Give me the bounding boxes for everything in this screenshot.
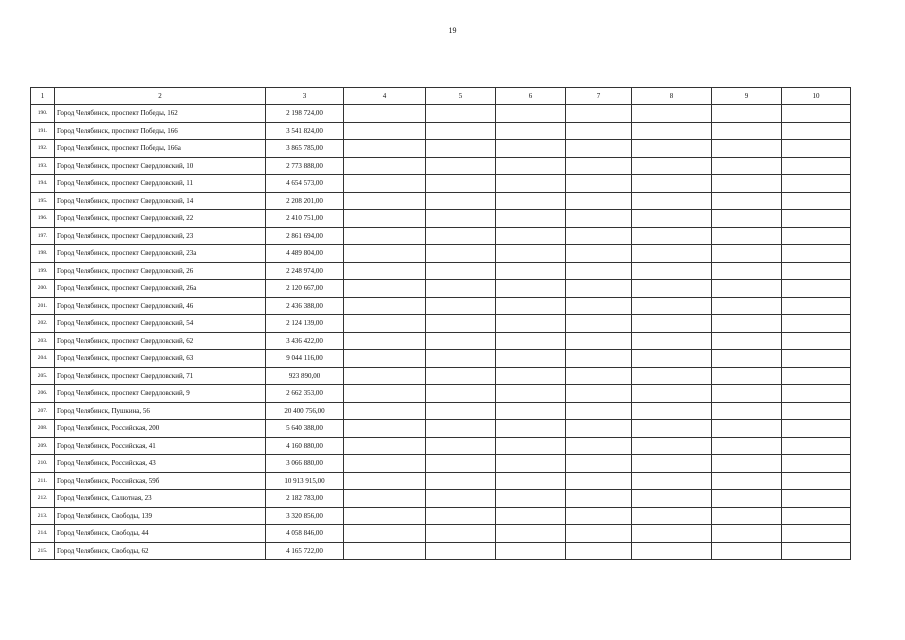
empty-cell [782, 402, 851, 420]
empty-cell [426, 315, 496, 333]
empty-cell [632, 472, 712, 490]
empty-cell [782, 157, 851, 175]
column-header: 1 [31, 88, 55, 105]
empty-cell [632, 227, 712, 245]
empty-cell [566, 542, 632, 560]
table-row [31, 507, 851, 525]
empty-cell [344, 490, 426, 508]
empty-cell [496, 175, 566, 193]
empty-cell [496, 420, 566, 438]
empty-cell [632, 455, 712, 473]
column-header: 7 [566, 88, 632, 105]
column-header: 4 [344, 88, 426, 105]
empty-cell [632, 262, 712, 280]
empty-cell [344, 350, 426, 368]
empty-cell [566, 245, 632, 263]
amount-cell: 2 182 783,00 [266, 490, 344, 508]
empty-cell [496, 367, 566, 385]
empty-cell [632, 402, 712, 420]
empty-cell [496, 332, 566, 350]
empty-cell [496, 542, 566, 560]
address-cell: Город Челябинск, проспект Свердловский, 10 [55, 157, 266, 175]
empty-cell [566, 227, 632, 245]
empty-cell [344, 105, 426, 123]
amount-cell: 2 662 353,00 [266, 385, 344, 403]
empty-cell [496, 140, 566, 158]
empty-cell [426, 280, 496, 298]
table-row [31, 140, 851, 158]
address-cell: Город Челябинск, проспект Свердловский, 9 [55, 385, 266, 403]
empty-cell [344, 385, 426, 403]
row-number-cell: 198. [31, 245, 55, 263]
empty-cell [782, 525, 851, 543]
table-row [31, 227, 851, 245]
address-cell: Город Челябинск, проспект Свердловский, 23а [55, 245, 266, 263]
empty-cell [712, 297, 782, 315]
empty-cell [782, 140, 851, 158]
empty-cell [632, 315, 712, 333]
table-row [31, 350, 851, 368]
address-cell: Город Челябинск, Пушкина, 56 [55, 402, 266, 420]
empty-cell [632, 140, 712, 158]
row-number-cell: 197. [31, 227, 55, 245]
empty-cell [566, 192, 632, 210]
empty-cell [426, 227, 496, 245]
empty-cell [496, 472, 566, 490]
empty-cell [426, 437, 496, 455]
row-number-cell: 205. [31, 367, 55, 385]
table-row [31, 315, 851, 333]
empty-cell [782, 367, 851, 385]
column-header: 6 [496, 88, 566, 105]
empty-cell [632, 367, 712, 385]
empty-cell [632, 175, 712, 193]
empty-cell [496, 262, 566, 280]
table-row [31, 490, 851, 508]
empty-cell [496, 297, 566, 315]
empty-cell [712, 140, 782, 158]
empty-cell [344, 507, 426, 525]
row-number-cell: 190. [31, 105, 55, 123]
empty-cell [712, 192, 782, 210]
empty-cell [344, 175, 426, 193]
empty-cell [566, 175, 632, 193]
empty-cell [566, 315, 632, 333]
row-number-cell: 191. [31, 122, 55, 140]
empty-cell [782, 420, 851, 438]
amount-cell: 4 165 722,00 [266, 542, 344, 560]
empty-cell [426, 455, 496, 473]
row-number-cell: 212. [31, 490, 55, 508]
table-row [31, 122, 851, 140]
empty-cell [712, 105, 782, 123]
empty-cell [426, 490, 496, 508]
empty-cell [782, 507, 851, 525]
empty-cell [712, 227, 782, 245]
column-header: 9 [712, 88, 782, 105]
empty-cell [496, 105, 566, 123]
row-number-cell: 193. [31, 157, 55, 175]
empty-cell [782, 227, 851, 245]
empty-cell [566, 157, 632, 175]
page-number: 19 [448, 26, 457, 35]
empty-cell [632, 542, 712, 560]
column-header: 3 [266, 88, 344, 105]
table-row [31, 210, 851, 228]
amount-cell: 2 436 388,00 [266, 297, 344, 315]
empty-cell [712, 472, 782, 490]
empty-cell [344, 315, 426, 333]
empty-cell [712, 525, 782, 543]
empty-cell [712, 507, 782, 525]
empty-cell [344, 157, 426, 175]
empty-cell [712, 280, 782, 298]
table-row [31, 192, 851, 210]
empty-cell [782, 542, 851, 560]
address-cell: Город Челябинск, Салютная, 23 [55, 490, 266, 508]
address-cell: Город Челябинск, Свободы, 44 [55, 525, 266, 543]
empty-cell [782, 105, 851, 123]
amount-cell: 3 436 422,00 [266, 332, 344, 350]
empty-cell [426, 332, 496, 350]
empty-cell [496, 437, 566, 455]
address-cell: Город Челябинск, Российская, 200 [55, 420, 266, 438]
empty-cell [782, 280, 851, 298]
empty-cell [712, 402, 782, 420]
table-row [31, 262, 851, 280]
empty-cell [426, 105, 496, 123]
empty-cell [566, 262, 632, 280]
amount-cell: 2 124 139,00 [266, 315, 344, 333]
empty-cell [496, 385, 566, 403]
empty-cell [632, 245, 712, 263]
empty-cell [566, 367, 632, 385]
empty-cell [712, 367, 782, 385]
empty-cell [426, 192, 496, 210]
column-header: 10 [782, 88, 851, 105]
row-number-cell: 206. [31, 385, 55, 403]
table-row [31, 472, 851, 490]
row-number-cell: 192. [31, 140, 55, 158]
address-cell: Город Челябинск, проспект Свердловский, 22 [55, 210, 266, 228]
empty-cell [632, 210, 712, 228]
empty-cell [712, 350, 782, 368]
empty-cell [712, 420, 782, 438]
empty-cell [782, 455, 851, 473]
address-cell: Город Челябинск, Свободы, 139 [55, 507, 266, 525]
address-cell: Город Челябинск, проспект Свердловский, 26 [55, 262, 266, 280]
empty-cell [344, 542, 426, 560]
empty-cell [426, 157, 496, 175]
empty-cell [632, 507, 712, 525]
empty-cell [344, 437, 426, 455]
empty-cell [632, 490, 712, 508]
amount-cell: 4 489 804,00 [266, 245, 344, 263]
empty-cell [712, 455, 782, 473]
row-number-cell: 195. [31, 192, 55, 210]
table-row [31, 437, 851, 455]
table-row [31, 455, 851, 473]
amount-cell: 3 865 785,00 [266, 140, 344, 158]
empty-cell [344, 525, 426, 543]
address-cell: Город Челябинск, проспект Победы, 166а [55, 140, 266, 158]
empty-cell [426, 367, 496, 385]
table-row [31, 542, 851, 560]
empty-cell [566, 105, 632, 123]
table-row [31, 332, 851, 350]
amount-cell: 2 120 667,00 [266, 280, 344, 298]
empty-cell [566, 402, 632, 420]
empty-cell [782, 245, 851, 263]
empty-cell [632, 437, 712, 455]
address-cell: Город Челябинск, проспект Свердловский, 23 [55, 227, 266, 245]
empty-cell [566, 437, 632, 455]
data-table [30, 87, 851, 560]
empty-cell [712, 157, 782, 175]
row-number-cell: 202. [31, 315, 55, 333]
empty-cell [632, 157, 712, 175]
row-number-cell: 194. [31, 175, 55, 193]
address-cell: Город Челябинск, проспект Свердловский, 26а [55, 280, 266, 298]
empty-cell [566, 420, 632, 438]
amount-cell: 10 913 915,00 [266, 472, 344, 490]
empty-cell [426, 385, 496, 403]
amount-cell: 2 773 888,00 [266, 157, 344, 175]
empty-cell [632, 280, 712, 298]
empty-cell [344, 122, 426, 140]
amount-cell: 923 890,00 [266, 367, 344, 385]
address-cell: Город Челябинск, проспект Победы, 166 [55, 122, 266, 140]
empty-cell [782, 175, 851, 193]
address-cell: Город Челябинск, проспект Свердловский, 62 [55, 332, 266, 350]
empty-cell [496, 122, 566, 140]
empty-cell [496, 525, 566, 543]
empty-cell [632, 332, 712, 350]
table-row [31, 420, 851, 438]
row-number-cell: 207. [31, 402, 55, 420]
empty-cell [566, 490, 632, 508]
address-cell: Город Челябинск, проспект Свердловский, 63 [55, 350, 266, 368]
row-number-cell: 199. [31, 262, 55, 280]
empty-cell [496, 192, 566, 210]
empty-cell [566, 507, 632, 525]
empty-cell [566, 210, 632, 228]
empty-cell [632, 525, 712, 543]
empty-cell [566, 350, 632, 368]
empty-cell [496, 210, 566, 228]
empty-cell [566, 455, 632, 473]
amount-cell: 2 861 694,00 [266, 227, 344, 245]
empty-cell [782, 315, 851, 333]
address-cell: Город Челябинск, Российская, 43 [55, 455, 266, 473]
table-row [31, 525, 851, 543]
address-cell: Город Челябинск, Российская, 41 [55, 437, 266, 455]
address-cell: Город Челябинск, Российская, 59б [55, 472, 266, 490]
empty-cell [712, 245, 782, 263]
address-cell: Город Челябинск, проспект Победы, 162 [55, 105, 266, 123]
amount-cell: 20 400 756,00 [266, 402, 344, 420]
table-row [31, 157, 851, 175]
empty-cell [782, 122, 851, 140]
empty-cell [712, 332, 782, 350]
empty-cell [566, 140, 632, 158]
empty-cell [496, 315, 566, 333]
amount-cell: 5 640 388,00 [266, 420, 344, 438]
empty-cell [632, 297, 712, 315]
empty-cell [426, 350, 496, 368]
empty-cell [566, 472, 632, 490]
empty-cell [782, 490, 851, 508]
empty-cell [632, 105, 712, 123]
table-row [31, 402, 851, 420]
empty-cell [712, 385, 782, 403]
address-cell: Город Челябинск, проспект Свердловский, 11 [55, 175, 266, 193]
empty-cell [782, 262, 851, 280]
empty-cell [344, 297, 426, 315]
row-number-cell: 208. [31, 420, 55, 438]
empty-cell [344, 472, 426, 490]
empty-cell [344, 455, 426, 473]
table-row [31, 245, 851, 263]
row-number-cell: 215. [31, 542, 55, 560]
table-row [31, 385, 851, 403]
amount-cell: 4 160 880,00 [266, 437, 344, 455]
table-row [31, 297, 851, 315]
empty-cell [344, 140, 426, 158]
empty-cell [712, 122, 782, 140]
empty-cell [426, 402, 496, 420]
row-number-cell: 203. [31, 332, 55, 350]
amount-cell: 2 410 751,00 [266, 210, 344, 228]
amount-cell: 2 198 724,00 [266, 105, 344, 123]
empty-cell [566, 280, 632, 298]
empty-cell [426, 420, 496, 438]
empty-cell [426, 140, 496, 158]
empty-cell [426, 525, 496, 543]
empty-cell [426, 262, 496, 280]
empty-cell [426, 122, 496, 140]
row-number-cell: 210. [31, 455, 55, 473]
amount-cell: 4 654 573,00 [266, 175, 344, 193]
empty-cell [426, 297, 496, 315]
empty-cell [712, 542, 782, 560]
empty-cell [426, 542, 496, 560]
empty-cell [426, 210, 496, 228]
row-number-cell: 214. [31, 525, 55, 543]
empty-cell [782, 332, 851, 350]
empty-cell [344, 367, 426, 385]
empty-cell [426, 175, 496, 193]
empty-cell [566, 385, 632, 403]
empty-cell [712, 210, 782, 228]
empty-cell [344, 210, 426, 228]
column-header: 8 [632, 88, 712, 105]
empty-cell [496, 280, 566, 298]
empty-cell [496, 507, 566, 525]
empty-cell [712, 437, 782, 455]
amount-cell: 3 320 856,00 [266, 507, 344, 525]
table-row [31, 175, 851, 193]
empty-cell [632, 420, 712, 438]
empty-cell [426, 245, 496, 263]
empty-cell [344, 332, 426, 350]
empty-cell [712, 262, 782, 280]
empty-cell [344, 402, 426, 420]
row-number-cell: 204. [31, 350, 55, 368]
amount-cell: 9 044 116,00 [266, 350, 344, 368]
empty-cell [712, 175, 782, 193]
empty-cell [496, 402, 566, 420]
address-cell: Город Челябинск, проспект Свердловский, 54 [55, 315, 266, 333]
address-cell: Город Челябинск, проспект Свердловский, 46 [55, 297, 266, 315]
empty-cell [344, 227, 426, 245]
empty-cell [782, 437, 851, 455]
empty-cell [782, 297, 851, 315]
empty-cell [496, 455, 566, 473]
amount-cell: 2 248 974,00 [266, 262, 344, 280]
empty-cell [496, 227, 566, 245]
empty-cell [344, 245, 426, 263]
empty-cell [426, 472, 496, 490]
empty-cell [496, 245, 566, 263]
empty-cell [632, 385, 712, 403]
empty-cell [344, 420, 426, 438]
empty-cell [632, 350, 712, 368]
column-header: 2 [55, 88, 266, 105]
empty-cell [566, 122, 632, 140]
row-number-cell: 209. [31, 437, 55, 455]
empty-cell [782, 210, 851, 228]
empty-cell [496, 157, 566, 175]
empty-cell [632, 122, 712, 140]
empty-cell [566, 525, 632, 543]
amount-cell: 4 058 846,00 [266, 525, 344, 543]
empty-cell [712, 315, 782, 333]
empty-cell [782, 472, 851, 490]
row-number-cell: 201. [31, 297, 55, 315]
empty-cell [344, 192, 426, 210]
table-row [31, 105, 851, 123]
empty-cell [782, 192, 851, 210]
header-row [31, 88, 851, 105]
row-number-cell: 211. [31, 472, 55, 490]
amount-cell: 3 066 880,00 [266, 455, 344, 473]
row-number-cell: 200. [31, 280, 55, 298]
address-cell: Город Челябинск, проспект Свердловский, 71 [55, 367, 266, 385]
row-number-cell: 213. [31, 507, 55, 525]
empty-cell [782, 385, 851, 403]
row-number-cell: 196. [31, 210, 55, 228]
empty-cell [782, 350, 851, 368]
amount-cell: 2 208 201,00 [266, 192, 344, 210]
empty-cell [344, 262, 426, 280]
empty-cell [344, 280, 426, 298]
column-header: 5 [426, 88, 496, 105]
table-row [31, 280, 851, 298]
empty-cell [566, 297, 632, 315]
empty-cell [496, 490, 566, 508]
table-row [31, 367, 851, 385]
amount-cell: 3 541 824,00 [266, 122, 344, 140]
empty-cell [496, 350, 566, 368]
address-cell: Город Челябинск, проспект Свердловский, 14 [55, 192, 266, 210]
address-cell: Город Челябинск, Свободы, 62 [55, 542, 266, 560]
empty-cell [632, 192, 712, 210]
empty-cell [712, 490, 782, 508]
empty-cell [426, 507, 496, 525]
empty-cell [566, 332, 632, 350]
